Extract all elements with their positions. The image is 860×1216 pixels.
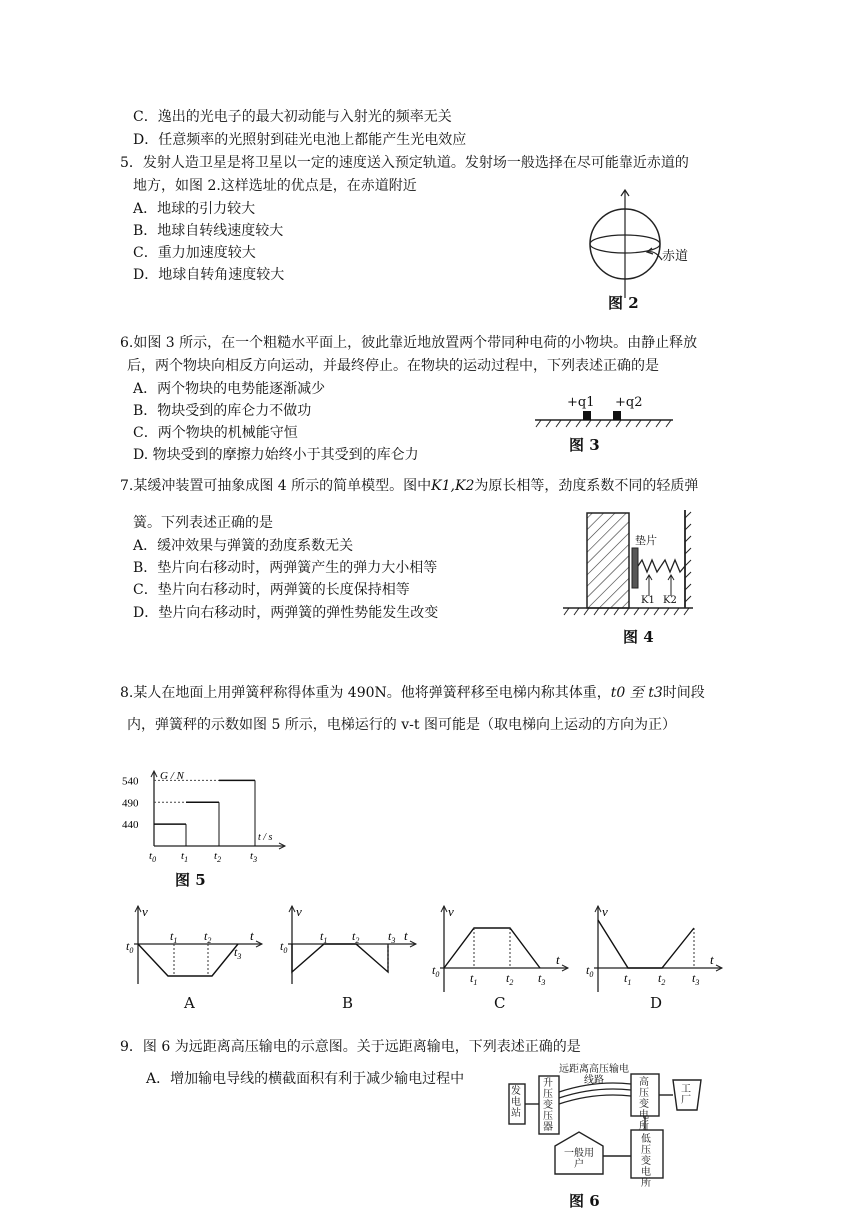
tick-t3: $t_3$ — [234, 945, 242, 961]
q7-option-d: D．垫片向右移动时，两弹簧的弹性势能发生改变 — [133, 605, 439, 621]
figure-6-transmission — [505, 1058, 715, 1214]
q6-option-d: D. 物块受到的摩擦力始终小于其受到的库仑力 — [133, 447, 419, 463]
vt-graph-a — [122, 902, 272, 1017]
q7-option-c: C．垫片向右移动时，两弹簧的长度保持相等 — [133, 582, 410, 598]
tick-t2: $t_2$ — [658, 971, 666, 987]
vt-option-c-label: C — [494, 994, 506, 1012]
charge-q2-label: +q2 — [615, 395, 643, 410]
equator-label: 赤道 — [662, 249, 689, 264]
charge-q1-label: +q1 — [567, 395, 595, 410]
q8-stem-line2: 内，弹簧秤的示数如图 5 所示，电梯运行的 v-t 图可能是（取电梯向上运动的方向为正） — [127, 717, 676, 733]
q6-stem-line1: 6.如图 3 所示，在一个粗糙水平面上，彼此靠近地放置两个带同种电荷的小物块。由静止释放 — [120, 335, 698, 351]
y-tick-label: 440 — [122, 819, 139, 832]
x-tick-label: $t_1$ — [181, 850, 189, 864]
option-c-prev: C．逸出的光电子的最大初动能与入射光的频率无关 — [133, 109, 452, 125]
t-axis-label: t — [250, 928, 254, 943]
figure-3-caption: 图 3 — [569, 436, 600, 454]
q9-option-a: A．增加输电导线的横截面积有利于减少输电过程中 — [146, 1071, 465, 1087]
tick-t2: $t_2$ — [506, 971, 514, 987]
tick-t1: $t_1$ — [470, 971, 478, 987]
q8-time-range: t0 至 t3 — [610, 685, 663, 701]
vt-line-a — [138, 944, 238, 976]
tick-t0: $t_0$ — [432, 963, 440, 979]
q8-stem-part1: 8.某人在地面上用弹簧秤称得体重为 490N。他将弹簧秤移至电梯内称其体重， — [120, 685, 611, 701]
option-d-prev: D．任意频率的光照射到硅光电池上都能产生光电效应 — [133, 132, 467, 148]
step-up-transformer-label: 升压变压器 — [543, 1078, 553, 1133]
q6-option-a: A．两个物块的电势能逐渐减少 — [133, 381, 326, 397]
vt-graph-b — [276, 902, 426, 1017]
tick-t0: $t_0$ — [586, 963, 594, 979]
figure-3-charges — [533, 390, 683, 460]
q6-option-c: C．两个物块的机械能守恒 — [133, 425, 298, 441]
tick-t3: $t_3$ — [388, 929, 396, 945]
t-axis-label: t — [404, 928, 408, 943]
q8-stem-part2: 时间段 — [662, 685, 705, 701]
power-station-label: 发电站 — [511, 1086, 521, 1119]
vt-graph-d — [582, 902, 732, 1017]
x-tick-label: $t_0$ — [149, 850, 157, 864]
v-axis-label: v — [296, 904, 302, 919]
q6-stem-line2: 后，两个物块向相反方向运动，并最终停止。在物块的运动过程中，下列表述正确的是 — [127, 358, 659, 374]
tick-t0: $t_0$ — [280, 939, 288, 955]
q7-stem-line2: 簧。下列表述正确的是 — [133, 515, 273, 531]
tick-t3: $t_3$ — [692, 971, 700, 987]
y-tick-label: 490 — [122, 797, 139, 810]
y-axis-label: G / N — [160, 770, 184, 782]
tick-t0: $t_0$ — [126, 939, 134, 955]
figure-4-buffer — [563, 508, 703, 650]
vt-option-d-label: D — [650, 994, 663, 1012]
tick-t2: $t_2$ — [352, 929, 360, 945]
q7-spring-symbols: K1,K2 — [431, 478, 475, 494]
tick-t1: $t_1$ — [170, 929, 178, 945]
v-axis-label: v — [448, 904, 454, 919]
hv-substation-label: 高压变电所 — [639, 1077, 649, 1132]
lv-substation-label: 低压变电所 — [641, 1134, 651, 1189]
spring-k2-label: K2 — [663, 595, 677, 606]
vt-line-c — [444, 928, 540, 968]
factory-label: 工厂 — [681, 1084, 691, 1106]
vt-line-d — [598, 920, 694, 968]
q5-option-c: C．重力加速度较大 — [133, 245, 256, 261]
q5-option-a: A．地球的引力较大 — [133, 201, 256, 217]
vt-option-a-label: A — [184, 994, 195, 1012]
figure-5-caption: 图 5 — [175, 871, 206, 889]
figure-5-chart — [120, 768, 290, 893]
y-tick-label: 540 — [122, 775, 139, 788]
q5-stem-line2: 地方，如图 2.这样选址的优点是，在赤道附近 — [133, 178, 417, 194]
v-axis-label: v — [142, 904, 148, 919]
t-axis-label: t — [556, 952, 560, 967]
q6-option-b: B．物块受到的库仑力不做功 — [133, 403, 312, 419]
figure-6-caption: 图 6 — [569, 1192, 600, 1210]
tick-t1: $t_1$ — [320, 929, 328, 945]
q7-stem-part2: 为原长相等，劲度系数不同的轻质弹 — [474, 478, 699, 494]
x-tick-label: $t_2$ — [214, 850, 222, 864]
tick-t1: $t_1$ — [624, 971, 632, 987]
tick-t3: $t_3$ — [538, 971, 546, 987]
vt-option-b-label: B — [342, 994, 354, 1012]
q7-option-a: A．缓冲效果与弹簧的劲度系数无关 — [133, 538, 354, 554]
v-axis-label: v — [602, 904, 608, 919]
figure-4-caption: 图 4 — [623, 628, 654, 646]
q7-stem-part1: 7.某缓冲装置可抽象成图 4 所示的简单模型。图中 — [120, 478, 432, 494]
t-axis-label: t — [710, 952, 714, 967]
q5-stem-line1: 5．发射人造卫星是将卫星以一定的速度送入预定轨道。发射场一般选择在尽可能靠近赤道的 — [120, 155, 689, 171]
x-axis-label: t / s — [258, 832, 273, 843]
q5-option-b: B．地球自转线速度较大 — [133, 223, 284, 239]
figure-2-caption: 图 2 — [608, 294, 639, 312]
tick-t2: $t_2$ — [204, 929, 212, 945]
hv-line-label: 远距离高压输电线路 — [559, 1064, 629, 1086]
q7-option-b: B．垫片向右移动时，两弹簧产生的弹力大小相等 — [133, 560, 438, 576]
vt-line-b — [292, 944, 388, 972]
q9-stem: 9．图 6 为远距离高压输电的示意图。关于远距离输电，下列表述正确的是 — [120, 1039, 581, 1055]
general-user-label: 一般用户 — [564, 1148, 594, 1170]
figure-2-earth — [570, 188, 720, 318]
q7-stem-line1 — [120, 477, 698, 495]
vt-graph-c — [428, 902, 578, 1017]
q8-stem-line1 — [120, 684, 705, 702]
x-tick-label: $t_3$ — [250, 850, 258, 864]
q5-option-d: D．地球自转角速度较大 — [133, 267, 285, 283]
spring-k1-label: K1 — [641, 595, 655, 606]
pad-label: 垫片 — [635, 534, 657, 547]
